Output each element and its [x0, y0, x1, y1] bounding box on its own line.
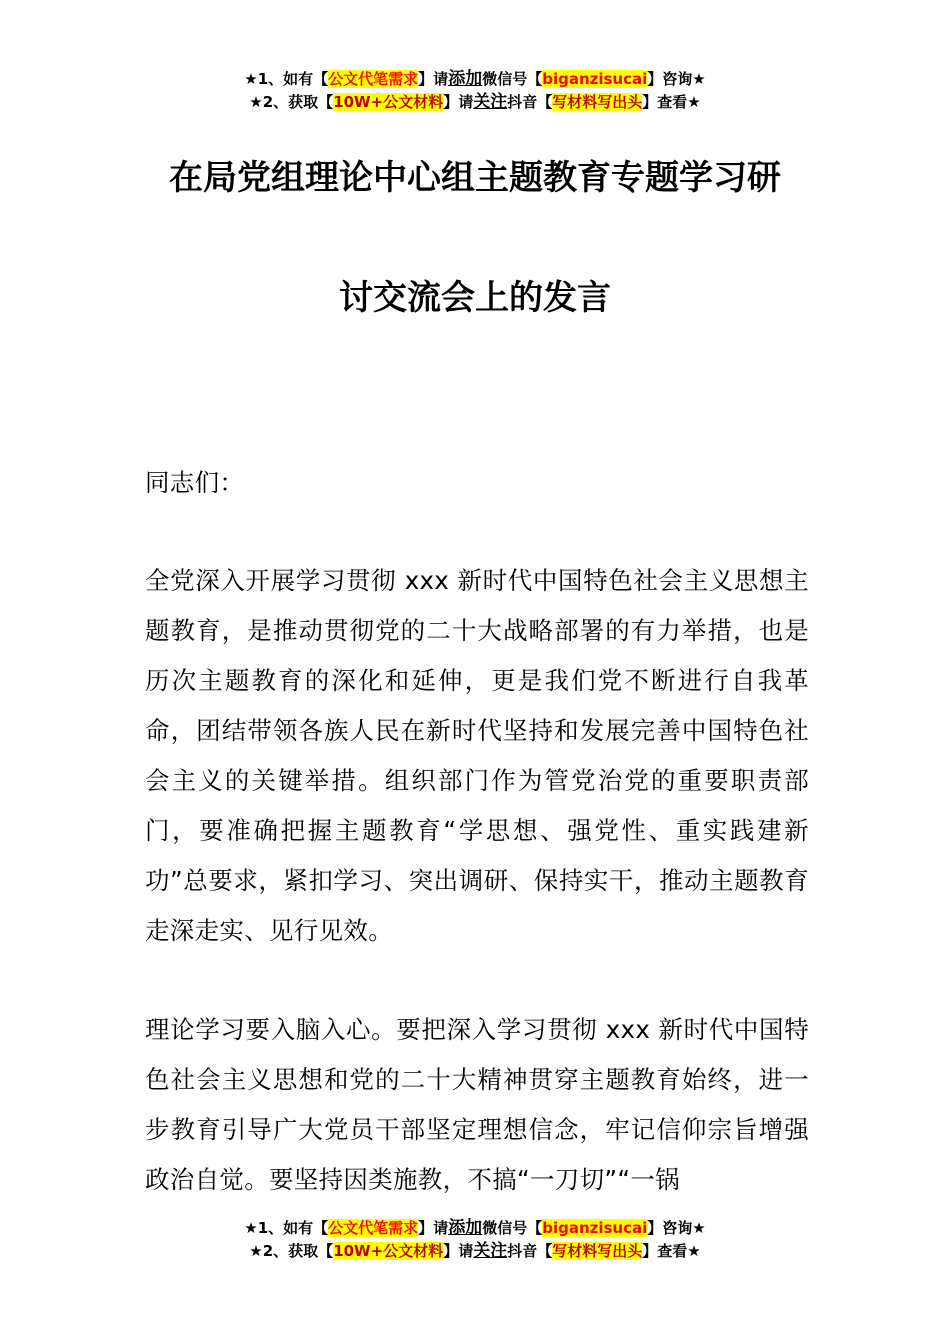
banner-douyin-id: 写材料写出头 — [552, 1242, 643, 1260]
banner-line-1: ★1、如有【公文代笔需求】请添加微信号【biganzisucai】咨询★ — [244, 69, 706, 89]
document-title-line-1: 在局党组理论中心组主题教育专题学习研 — [169, 158, 781, 198]
paragraph-1: 全党深入开展学习贯彻 xxx 新时代中国特色社会主义思想主题教育，是推动贯彻党的二十大战略部署的有力举措，也是历次主题教育的深化和延伸，更是我们党不断进行自我革命，团结带领各族人民在新时代坚持和发展完善中国特色社会主义的关键举措。组织部门作为管党治党的重要职责部门，要准确把握主题教育“学思想、强党性、重实践建新功”总要求，紧扣学习、突出调研、保持实干，推动主题教育走深走实、见行见效。 — [145, 566, 809, 945]
document-title-line-2: 讨交流会上的发言 — [339, 278, 611, 318]
banner-wechat-id: biganzisucai — [542, 1219, 648, 1237]
header-banner — [0, 68, 950, 114]
banner-highlight: 10W+公文材料 — [333, 1242, 444, 1260]
banner-highlight: 10W+公文材料 — [333, 93, 444, 111]
banner-wechat-id: biganzisucai — [542, 70, 648, 88]
banner-highlight: 公文代笔需求 — [328, 1219, 419, 1237]
banner-highlight: 公文代笔需求 — [328, 70, 419, 88]
paragraph-2: 理论学习要入脑入心。要把深入学习贯彻 xxx 新时代中国特色社会主义思想和党的二十大精神贯穿主题教育始终，进一步教育引导广大党员干部坚定理想信念，牢记信仰宗旨增强政治自觉。要坚持因类施教，不搞“一刀切”“一锅 — [145, 1015, 809, 1194]
footer-banner — [0, 1217, 950, 1263]
banner-line-1: ★1、如有【公文代笔需求】请添加微信号【biganzisucai】咨询★ — [244, 1218, 706, 1238]
greeting: 同志们： — [145, 468, 245, 497]
banner-line-2: ★2、获取【10W+公文材料】请关注抖音【写材料写出头】查看★ — [249, 1241, 701, 1261]
banner-douyin-id: 写材料写出头 — [552, 93, 643, 111]
banner-line-2: ★2、获取【10W+公文材料】请关注抖音【写材料写出头】查看★ — [249, 92, 701, 112]
